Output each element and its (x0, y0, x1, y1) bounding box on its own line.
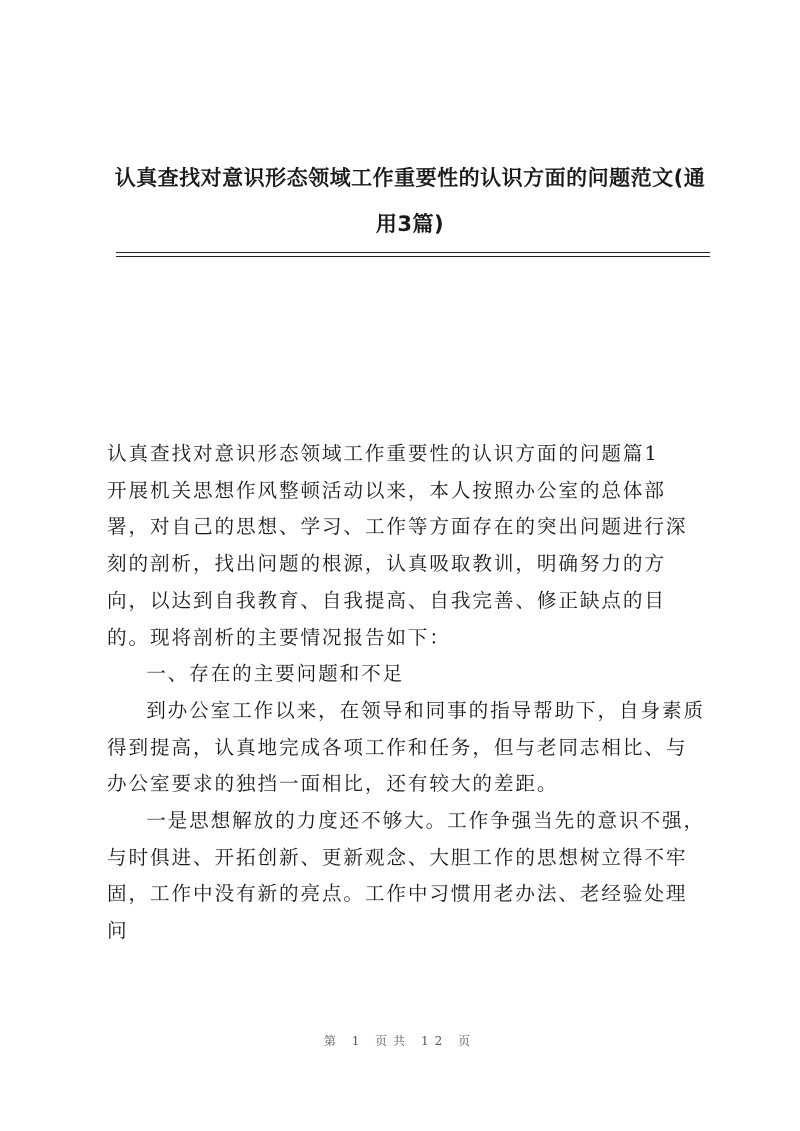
title-double-rule (116, 252, 710, 257)
document-title: 认真查找对意识形态领域工作重要性的认识方面的问题范文(通用3篇) (114, 166, 706, 236)
paragraph-intro: 开展机关思想作风整顿活动以来，本人按照办公室的总体部署，对自己的思想、学习、工作等方面存在的突出问题进行深刻的剖析，找出问题的根源，认真吸取教训，明确努力的方向，以达到自我教育、自我提高、自我完善、修正缺点的目的。现将剖析的主要情况报告如下： (107, 478, 688, 649)
paragraph-office-work: 到办公室工作以来，在领导和同事的指导帮助下，自身素质得到提高，认真地完成各项工作和任务，但与老同志相比、与办公室要求的独挡一面相比，还有较大的差距。 (107, 698, 706, 796)
page-number-footer: 第 1 页共 12 页 (323, 1034, 477, 1048)
section-heading: 认真查找对意识形态领域工作重要性的认识方面的问题篇1 (107, 442, 659, 465)
subheading-problems: 一、存在的主要问题和不足 (146, 662, 405, 686)
document-body (107, 436, 707, 950)
paragraph-thought-liberation: 一是思想解放的力度还不够大。工作争强当先的意识不强，与时俱进、开拓创新、更新观念、大胆工作的思想树立得不牢固，工作中没有新的亮点。工作中习惯用老办法、老经验处理问 (107, 809, 706, 943)
